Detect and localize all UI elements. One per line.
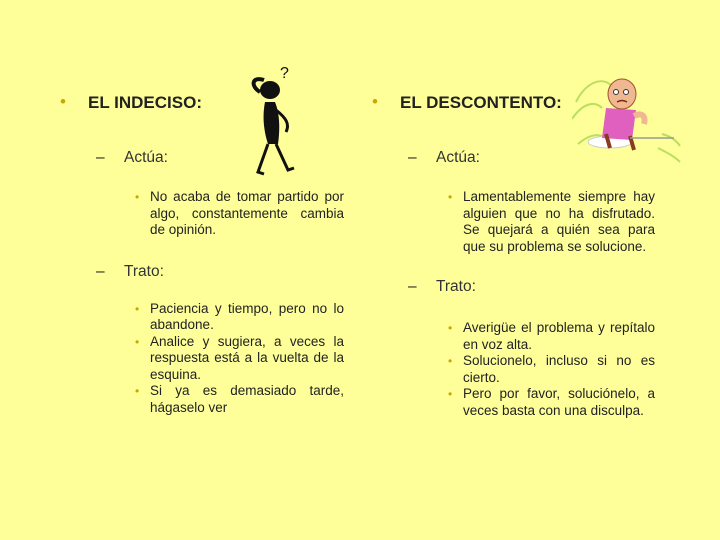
bullet-icon: • bbox=[135, 334, 140, 349]
descontento-title-text: EL DESCONTENTO: bbox=[400, 93, 562, 112]
descontento-trato-item-text: Averigüe el problema y repítalo en voz alta. bbox=[463, 320, 655, 352]
descontento-trato-item bbox=[372, 353, 655, 386]
descontento-actua-item-text: Lamentablemente siempre hay alguien que no ha disfrutado. Se quejará a quién sea para que su problema se solucione. bbox=[463, 189, 655, 254]
bullet-icon: • bbox=[448, 354, 453, 368]
descontento-trato-item bbox=[372, 320, 655, 353]
dash-marker: – bbox=[96, 149, 105, 166]
descontento-trato-label: Trato: bbox=[436, 278, 476, 295]
indeciso-trato-label: Trato: bbox=[124, 262, 164, 280]
bullet-icon: • bbox=[448, 190, 453, 204]
indeciso-trato-item-text: Paciencia y tiempo, pero no lo abandone. bbox=[150, 300, 344, 332]
bullet-icon: • bbox=[448, 321, 453, 335]
question-mark: ? bbox=[280, 65, 289, 82]
dash-marker: – bbox=[408, 278, 417, 295]
descontento-trato-item-text: Solucionelo, incluso si no es cierto. bbox=[463, 353, 655, 385]
descontento-trato-heading bbox=[372, 277, 662, 297]
indeciso-trato-heading bbox=[60, 262, 350, 282]
indeciso-trato-item-text: Analice y sugiera, a veces la respuesta está a la vuelta de la esquina. bbox=[150, 333, 344, 382]
descontento-trato-item-text: Pero por favor, soluciónelo, a veces basta con una disculpa. bbox=[463, 386, 655, 418]
descontento-actua-label: Actúa: bbox=[436, 149, 480, 166]
indeciso-trato-item bbox=[60, 334, 344, 384]
dash-marker: – bbox=[96, 262, 105, 280]
bullet-icon: • bbox=[135, 190, 140, 204]
complaining-man-clipart-icon bbox=[572, 64, 682, 164]
bullet-icon: • bbox=[372, 92, 378, 111]
indeciso-actua-item bbox=[60, 189, 344, 239]
indeciso-trato-item bbox=[60, 383, 344, 416]
descontento-actua-item bbox=[372, 189, 655, 255]
thinking-figure-icon bbox=[238, 62, 308, 180]
indeciso-actua-item-text: No acaba de tomar partido por algo, constantemente cambia de opinión. bbox=[150, 189, 344, 237]
bullet-icon: • bbox=[60, 92, 66, 111]
indeciso-trato-item bbox=[60, 301, 344, 334]
bullet-icon: • bbox=[448, 387, 453, 401]
bullet-icon: • bbox=[135, 384, 140, 398]
descontento-trato-item bbox=[372, 386, 655, 419]
indeciso-trato-item-text: Si ya es demasiado tarde, hágaselo ver bbox=[150, 383, 344, 415]
dash-marker: – bbox=[408, 149, 417, 166]
indeciso-title-text: EL INDECISO: bbox=[88, 93, 202, 112]
indeciso-actua-label: Actúa: bbox=[124, 149, 168, 166]
bullet-icon: • bbox=[135, 301, 140, 316]
